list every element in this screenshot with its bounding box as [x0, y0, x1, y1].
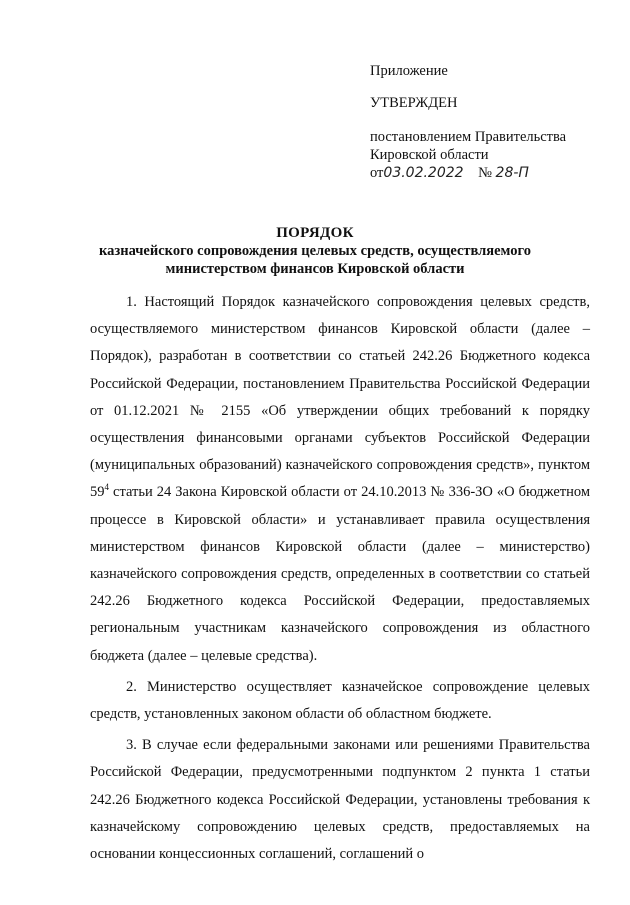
paragraph-2: 2. Министерство осуществляет казначейское сопровождение целевых средств, установленных законом области об областном бюджете. — [90, 678, 590, 723]
handwritten-date: 03.02.2022 — [383, 165, 464, 181]
paragraph-1 — [90, 289, 590, 670]
title-line-2: казначейского сопровождения целевых средств, осуществляемого — [99, 243, 531, 259]
paragraph-3: 3. В случае если федеральными законами или решениями Правительства Российской Федерации, предусмотренными подпунктом 2 пункта 1 статьи 242.26 Бюджетного кодекса Российской Федерации, установлены требования к казначейскому сопровождению целевых средств, предоставляемых на основании концессионных соглашений, соглашений о — [90, 737, 590, 863]
document-title — [60, 224, 570, 278]
appendix-label: Приложение — [370, 63, 448, 79]
decree-line-1: постановлением Правительства — [370, 129, 567, 145]
document-body — [90, 289, 590, 868]
decree-line-2: Кировской области — [370, 147, 489, 163]
approval-block — [370, 62, 610, 182]
handwritten-number: 28-П — [495, 165, 529, 181]
superscript: 4 — [104, 482, 109, 493]
paragraph-1-part-1: 1. Настоящий Порядок казначейского сопровождения целевых средств, осуществляемого министерством финансов Кировской области (далее – Порядок), разработан в соответствии со статьей 242.26 Бюджетного кодекса Российской Федерации, постановлением Правительства Российской Федерации от 01.12.2021 № 2155 «Об утверждении общих требований к порядку осуществления финансовыми органами субъектов Российской Федерации (муниципальных образований) казначейского сопровождения средств», пунктом 59 — [90, 294, 590, 501]
approved-label: УТВЕРЖДЕН — [370, 95, 458, 111]
paragraph-1-part-2: статьи 24 Закона Кировской области от 24.10.2013 № 336-ЗО «О бюджетном процессе в Кировской области» и устанавливает правила осуществления министерством финансов Кировской области (далее – министерство) казначейского сопровождения средств, определенных в соответствии со статьей 242.26 Бюджетного кодекса Российской Федерации, предоставляемых региональным участникам казначейского сопровождения из областного бюджета (далее – целевые средства). — [90, 484, 590, 664]
from-prefix: от — [370, 165, 384, 181]
title-main: ПОРЯДОК — [276, 225, 354, 241]
number-prefix: № — [478, 165, 492, 181]
title-line-3: министерством финансов Кировской области — [165, 261, 465, 277]
decree-date-number — [370, 164, 610, 182]
